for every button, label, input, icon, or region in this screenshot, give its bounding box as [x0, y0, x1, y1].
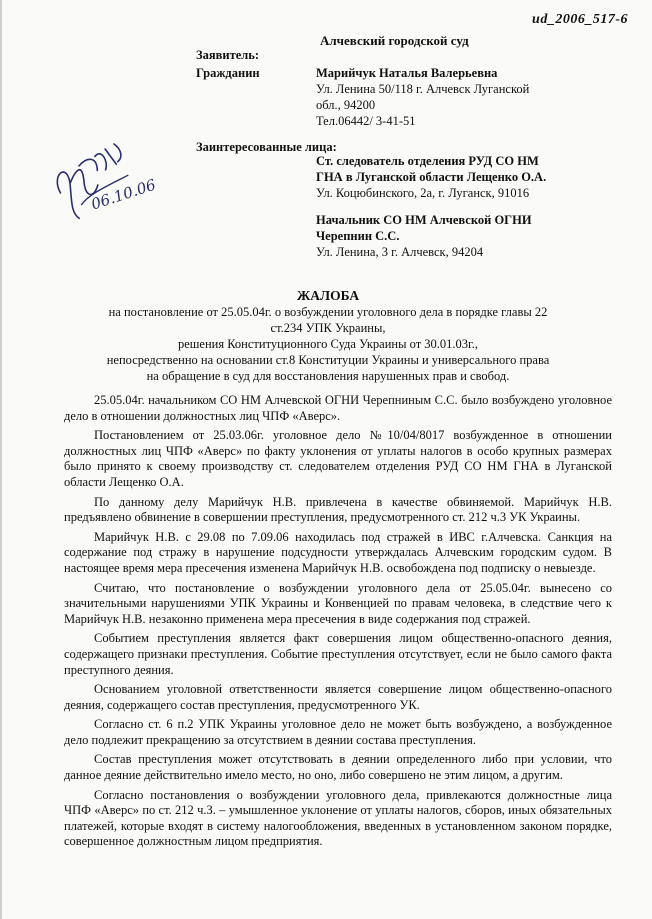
interested-parties-label: Заинтересованные лица:	[196, 140, 337, 154]
citizen-label: Гражданин	[196, 66, 260, 80]
complaint-title-block	[26, 288, 630, 384]
title-line-5: на обращение в суд для восстановления нарушенных прав и свобод.	[146, 369, 510, 383]
applicant-phone: Тел.06442/ 3-41-51	[316, 114, 416, 128]
complaint-heading: ЖАЛОБА	[296, 288, 360, 303]
applicant-block	[316, 65, 646, 129]
title-line-1: на постановление от 25.05.04г. о возбуждении уголовного дела в порядке главы 22	[108, 305, 548, 319]
party2-address: Ул. Ленина, 3 г. Алчевск, 94204	[316, 245, 484, 259]
applicant-label: Заявитель:	[196, 48, 260, 62]
title-line-4: непосредственно на основании ст.8 Конституции Украины и универсального права	[106, 353, 550, 367]
paragraph: Состав преступления может отсутствовать в деянии определенного либо при условии, что данное деяние действительно имело место, но оно, либо совершено не этим лицом, а другим.	[64, 752, 612, 783]
handwritten-date: 06.10.06	[88, 175, 158, 214]
complaint-body	[64, 393, 612, 854]
court-name: Алчевский городской суд	[320, 33, 469, 48]
party2-name-line2: Черепнин С.С.	[316, 229, 400, 243]
applicant-address-line1: Ул. Ленина 50/118 г. Алчевск Луганской	[316, 82, 530, 96]
paragraph: 25.05.04г. начальником СО НМ Алчевской ОГНИ Черепниным С.С. было возбуждено уголовное дело в отношении должностных лиц ЧПФ «Аверс».	[64, 393, 612, 423]
paragraph: Считаю, что постановление о возбуждении уголовного дела от 25.05.04г. вынесено со значительными нарушениями УПК Украины и Конвенцией по правам человека, в следствие чего к Марийчук Н.В. незаконно применена мера пресечения в виде содержания под стражей.	[64, 580, 612, 626]
interested-party-1	[316, 153, 646, 201]
party1-address: Ул. Коцюбинского, 2а, г. Луганск, 91016	[316, 186, 530, 200]
applicant-address-line2: обл., 94200	[316, 98, 376, 112]
document-id: ud_2006_517-6	[532, 12, 628, 27]
paragraph: Согласно постановления о возбуждении уголовного дела, привлекаются должностные лица ЧПФ «Аверс» по ст. 212 ч.З. – умышленное уклонение от уплаты налогов, сборов, иных обязательных платежей, которые входят в систему налогообложения, введенных в установленном законом порядке, совершенное должностным лицом предприятия.	[64, 787, 612, 849]
paragraph: Основанием уголовной ответственности является совершение лицом общественно-опасного деяния, содержащего состав преступления, предусмотренного УК.	[64, 682, 612, 712]
title-line-2: ст.234 УПК Украины,	[270, 321, 386, 335]
paragraph: По данному делу Марийчук Н.В. привлечена в качестве обвиняемой. Марийчук Н.В. предъявлено обвинение в совершении преступления, предусмотренного ст. 212 ч.3 УК Украины.	[64, 494, 612, 525]
party1-name-line2: ГНА в Луганской области Лещенко О.А.	[316, 170, 547, 184]
title-line-3: решения Конституционного Суда Украины от 30.01.03г.,	[177, 337, 478, 351]
paragraph: Согласно ст. 6 п.2 УПК Украины уголовное дело не может быть возбуждено, а возбужденное дело подлежит прекращению за отсутствием в деянии состава преступления.	[64, 717, 612, 747]
party2-name-line1: Начальник СО НМ Алчевской ОГНИ	[316, 213, 532, 227]
party1-name-line1: Ст. следователь отделения РУД СО НМ	[316, 154, 539, 168]
paragraph: Событием преступления является факт совершения лицом общественно-опасного деяния, содержащего признаки преступления. Событие преступления отсутствует, если не было самого факта преступного деяния.	[64, 631, 612, 677]
handwritten-signature	[35, 125, 167, 245]
paragraph: Марийчук Н.В. с 29.08 по 7.09.06 находилась под стражей в ИВС г.Алчевска. Санкция на содержание под стражу в нарушение подсудности утверждалась Алчевским городским судом. В настоящее время мера пресечения изменена Марийчук Н.В. освобождена под подписку о невыезде.	[64, 529, 612, 575]
interested-party-2	[316, 212, 646, 260]
applicant-name: Марийчук Наталья Валерьевна	[316, 66, 498, 80]
paragraph: Постановлением от 25.03.06г. уголовное дело №10/04/8017 возбужденное в отношении должностных лиц ЧПФ «Аверс» по факту уклонения от уплаты налогов в особо крупных размерах было принято к своему производству ст. следователем отделения РУД СО НМ ГНА в Луганской области Лещенко О.А.	[64, 428, 612, 489]
